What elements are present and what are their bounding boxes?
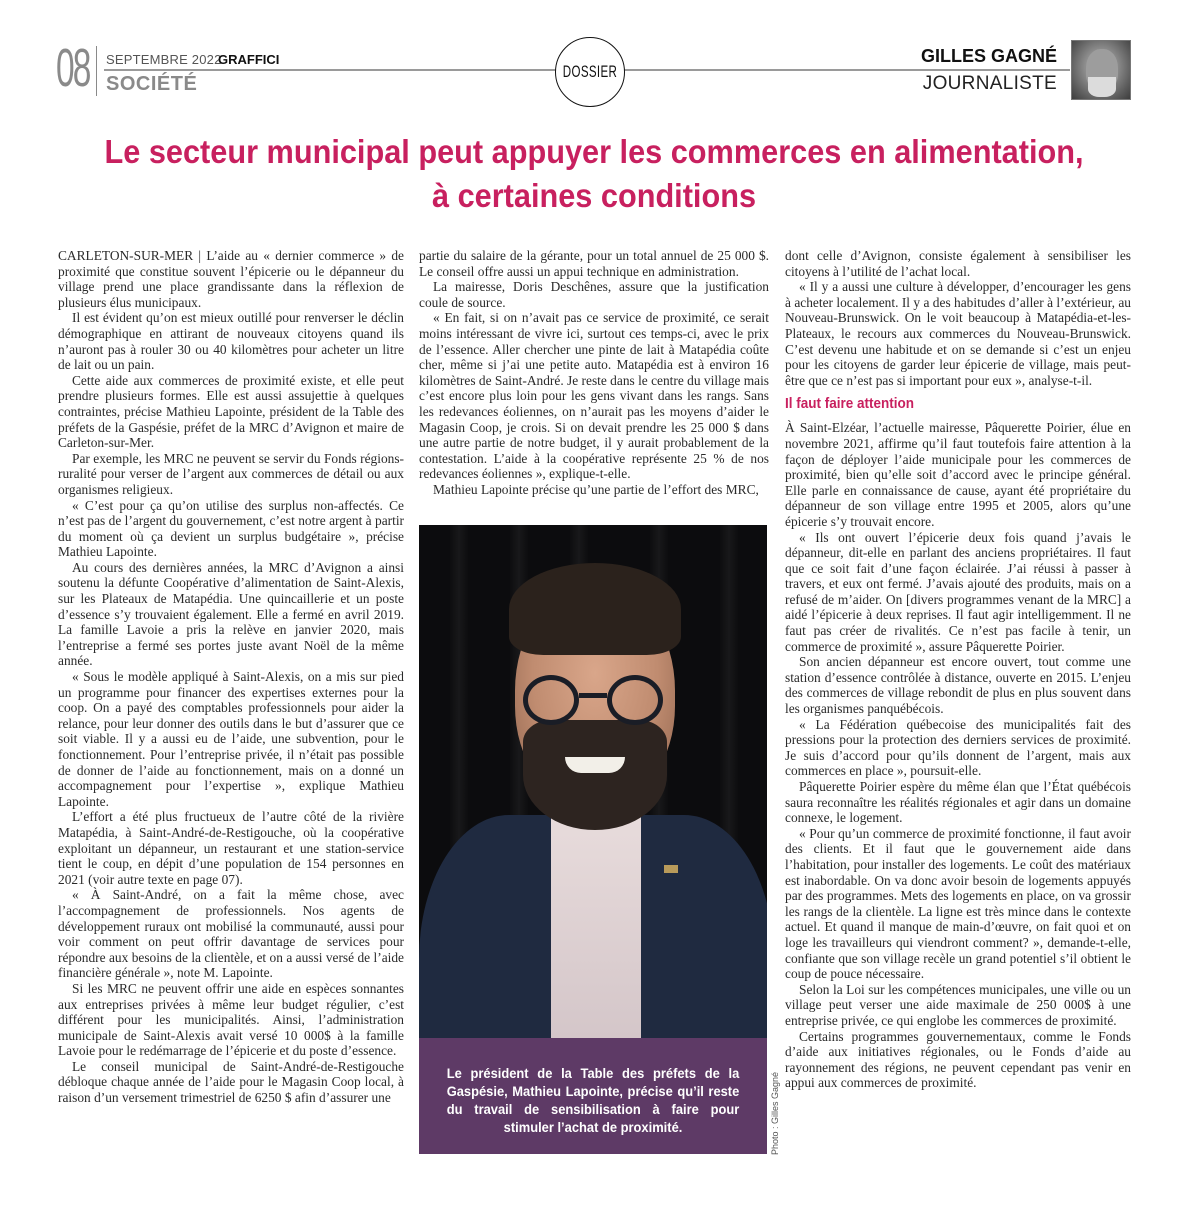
jacket-shape [624,815,767,1038]
paragraph: « Ils ont ouvert l’épicerie deux fois quand j’avais le dépanneur, dit-elle en parlant des anciens propriétaires. Il faut que ce soit fait d’une façon éclairée. J’ai réussi à passer à travers, et eux ont fermé. J’avais ajouté des produits, mais on a refusé de m’aider. On [divers programmes venant de la MRC] a aidé l’épicerie à deux reprises. Il faut agir intelligemment. Il ne faut pas créer de rivalités. Ce n’est pas facile à tenir, un commerce de proximité », assure Pâquerette Poirier. [785,529,1131,654]
publication-name: GRAFFICI [218,52,280,67]
glasses-bridge [579,693,607,698]
paragraph: Si les MRC ne peuvent offrir une aide en espèces sonnantes aux entreprises privées à même leur budget régulier, c’est différent pour les municipalités. Ainsi, l’administration municipale de Saint-Alexis avait versé 10 000$ à la famille Lavoie pour le redémarrage de l’épicerie et du poste d’essence. [58,980,404,1059]
subheading: Il faut faire attention [785,395,915,413]
paragraph: dont celle d’Avignon, consiste également à sensibiliser les citoyens à l’utilité de l’achat local. [785,248,1131,279]
page-number-divider [96,46,97,96]
article-column-3 [785,248,1131,1091]
author-role: JOURNALISTE [922,73,1057,94]
beard-shape [523,720,667,830]
shirt-shape [551,810,641,1038]
paragraph: Certains programmes gouvernementaux, comme le Fonds d’aide aux initiatives régionales, ou le Fonds d’aide au rayonnement des régions, ne peuvent cependant pas venir en appui aux commerces de proximité. [785,1028,1131,1091]
article-headline: Le secteur municipal peut appuyer les commerces en alimentation, à certaines conditions [104,133,1084,214]
paragraph: Son ancien dépanneur est encore ouvert, tout comme une station d’essence contrôlée à distance, ouverte en 2015. L’enjeu des commerces de village rebondit de plus en plus souvent dans les organismes panquébécois. [785,654,1131,717]
paragraph: « C’est pour ça qu’on utilise des surplus non-affectés. Ce n’est pas de l’argent du gouvernement, c’est notre argent à partir du moment où ça devient un surplus budgétaire », précise Mathieu Lapointe. [58,497,404,560]
paragraph: La mairesse, Doris Deschênes, assure que la justification coule de source. [419,279,769,310]
hair-shape [509,563,681,655]
dossier-badge [555,37,625,107]
jacket-shape [419,815,569,1038]
page-number: 08 [56,38,90,98]
paragraph: À Saint-Elzéar, l’actuelle mairesse, Pâquerette Poirier, élue en novembre 2021, affirme qu’il faut toutefois faire attention à la façon de déployer l’aide municipale pour les commerces de proximité, bien qu’elle soit d’accord avec le principe général. Elle parle en connaissance de cause, ayant été propriétaire du dépanneur de son village entre 1995 et 2005, alors qu’une épicerie s’y trouvait encore. [785,420,1131,529]
paragraph: Le conseil municipal de Saint-André-de-Restigouche débloque chaque année de l’aide pour le Magasin Coop local, à raison d’un versement trimestriel de 6250 $ afin d’assurer une [58,1058,404,1106]
glasses-icon [607,675,663,725]
portrait-photo [419,525,767,1038]
paragraph: Il est évident qu’on est mieux outillé pour renverser le déclin démographique en attirant de nouveaux citoyens quand ils n’auront pas à rouler 30 ou 40 kilomètres pour acheter un litre de lait ou un pain. [58,310,404,373]
section-label: SOCIÉTÉ [106,73,198,95]
smile-shape [565,757,625,773]
photo-caption [419,1038,767,1154]
paragraph: « Il y a aussi une culture à développer, d’encourager les gens à acheter localement. Il y a des habitudes d’aller à l’extérieur, au Nouveau-Brunswick. On le voit beaucoup à Matapédia-et-les-Plateaux, le recours aux commerces du Nouveau-Brunswick. C’est devenu une habitude et on se demande si c’est un enjeu pour les citoyens de garder leur épicerie de village, mais peut-être que ce n’est pas si important pour eux », analyse-t-il. [785,279,1131,388]
paragraph: Cette aide aux commerces de proximité existe, et elle peut prendre plusieurs formes. Elle est aussi assujettie à quelques contraintes, précise Mathieu Lapointe, président de la Table des préfets de la Gaspésie, préfet de la MRC d’Avignon et maire de Carleton-sur-Mer. [58,372,404,451]
paragraph: Au cours des dernières années, la MRC d’Avignon a ainsi soutenu la défunte Coopérative d’alimentation de Saint-Alexis, sur les Plateaux de Matapédia. Une quincaillerie et un poste d’essence s’y trouvaient également. Elle a fermé en avril 2019. La famille Lavoie a pris la relève en janvier 2020, mais l’entreprise a fermé ses portes juste avant Noël de la même année. [58,559,404,669]
paragraph: Selon la Loi sur les compétences municipales, une ville ou un village peut verser une aide maximale de 250 000$ à une entreprise privée, ce qui englobe les commerces de proximité. [785,981,1131,1028]
paragraph: « Sous le modèle appliqué à Saint-Alexis, on a mis sur pied un programme pour financer des expertises externes pour la coop. On a payé des comptables professionnels pour aider la relance, pour leur donner des outils dans le but d’assurer que ce soit viable. Il y a aussi eu de l’aide, une subvention, pour le fonctionnement. Pour l’entreprise privée, il n’était pas possible de donner de l’aide au fonctionnement, mais on a donné un accompagnement pour l’expertise », explique Mathieu Lapointe. [58,669,404,809]
paragraph: L’effort a été plus fructueux de l’autre côté de la rivière Matapédia, à Saint-André-de-Restigouche, où la coopérative exploitant un dépanneur, un restaurant et une station-service tient le coup, en dépit d’une population de 154 personnes en 2021 (voir autre texte en page 07). [58,809,404,887]
paragraph-lead: CARLETON-SUR-MER | L’aide au « dernier commerce » de proximité que constitue souvent l’épicerie ou le dépanneur du village prend une place grandissante dans la réflexion de plusieurs élus municipaux. [58,248,404,310]
dossier-label: DOSSIER [562,62,618,81]
article-column-1 [58,248,404,1106]
issue-date: SEPTEMBRE 2022 [106,52,222,67]
paragraph: Mathieu Lapointe précise qu’une partie de l’effort des MRC, [433,481,759,497]
author-name: GILLES GAGNÉ [920,46,1057,66]
paragraph: « Pour qu’un commerce de proximité fonctionne, il faut avoir des clients. Et il faut que le gouvernement aide dans l’habitation, pour installer des logements. Le coût des matériaux est inabordable. On va donc avoir besoin de logements appuyés par des programmes. Mets des logements en place, on va grossir les rangs de la clientèle. La ligne est très mince dans le contexte actuel. Et quand il manque de main-d’œuvre, on fait quoi et on loge les travailleurs qui viendront comment? », demande-t-elle, confiante que son village recèle un grand potentiel s’il obtient le coup de pouce nécessaire. [785,825,1131,982]
paragraph: Pâquerette Poirier espère du même élan que l’État québécois saura reconnaître les réalités régionales et agir dans un domaine connexe, le logement. [785,779,1131,826]
paragraph: « La Fédération québecoise des municipalités fait des pressions pour la protection des derniers services de proximité. Je suis d’accord pour qu’ils donnent de l’argent, mais aux commerces en place », poursuit-elle. [785,716,1131,779]
paragraph: Par exemple, les MRC ne peuvent se servir du Fonds régions-ruralité pour verser de l’argent aux commerces de détail ou aux organismes religieux. [58,450,404,497]
author-photo [1071,40,1131,100]
glasses-icon [523,675,579,725]
paragraph: « En fait, si on n’avait pas ce service de proximité, ce serait moins intéressant de vivre ici, surtout ces temps-ci, avec le prix de l’essence. Aller chercher une pinte de lait à Matapédia coûte cher, même si j’ai une petite auto. Matapédia est à environ 16 kilomètres de Saint-André. Je reste dans le centre du village mais c’est encore plus loin pour les gens vivant dans les rangs. Sans les redevances éoliennes, on n’aurait pas les moyens d’aider le Magasin Coop, je crois. Si on devait prendre les 25 000 $ dans une autre partie de notre budget, il y aurait probablement de la contestation. L’aide à la coopérative représente 25 % de nos redevances éoliennes », explique-t-elle. [419,310,769,482]
author-beard-shape [1088,77,1116,97]
paragraph: « À Saint-André, on a fait la même chose, avec l’accompagnement de professionnels. Nos agents de développement ruraux ont mobilisé la communauté, aussi pour voir comment on peut offrir davantage de services pour répondre aux besoins de la clientèle, et on a aussi versé de l’aide financière générale », note M. Lapointe. [58,887,404,981]
article-column-2 [419,248,769,498]
paragraph: partie du salaire de la gérante, pour un total annuel de 25 000 $. Le conseil offre aussi un appui technique en administration. [419,248,769,279]
photo-caption-text: Le président de la Table des préfets de la Gaspésie, Mathieu Lapointe, précise qu’il reste du travail de sensibilisation à faire pour stimuler l’achat de proximité. [446,1066,740,1135]
photo-credit: Photo : Gilles Gagné [770,1071,780,1155]
lapel-pin-shape [664,865,678,873]
